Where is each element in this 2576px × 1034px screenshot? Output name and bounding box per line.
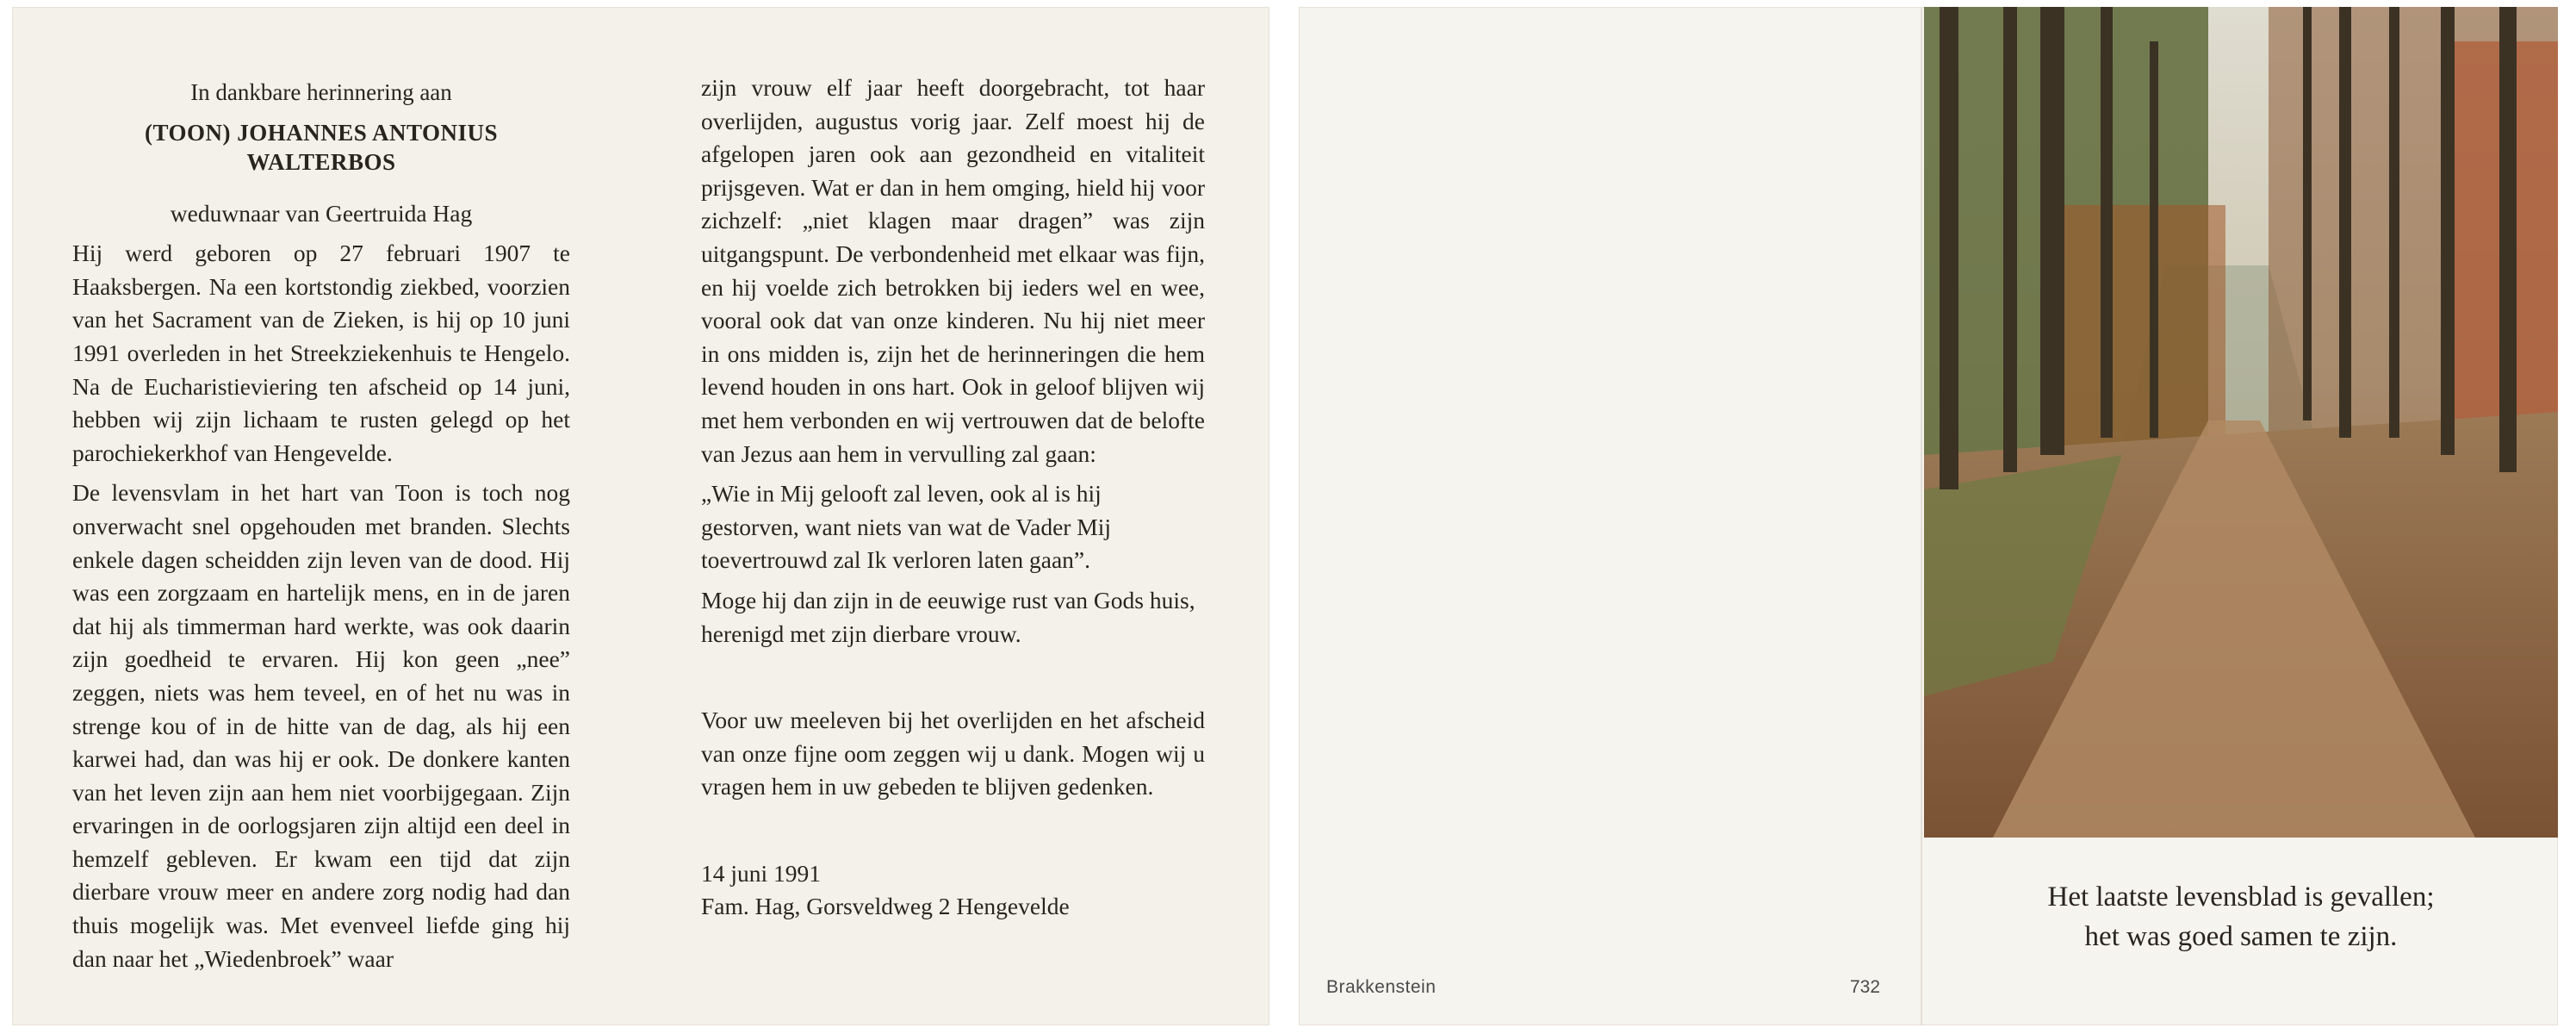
verse-line2: het was goed samen te zijn. [2084, 921, 2398, 952]
biography-paragraph: Hij werd geboren op 27 februari 1907 te Haaksbergen. Na een kortstondig ziekbed, voorzien van het Sacrament van de Zieken, is hij op 10 juni 1991 overleden in het Streekziekenhuis te Hengelo. Na de Eucharistieviering ten afscheid op 14 juni, hebben wij zijn lichaam te rusten gelegd op het parochiekerkhof van Hengevelde. [72, 240, 570, 466]
bible-quote: „Wie in Mij gelooft zal leven, ook al is hij gestorven, want niets van wat de Vader Mij toevertrouwd zal Ik verloren laten gaan”. [701, 480, 1112, 574]
verse [1924, 877, 2558, 956]
forest-illustration [1924, 7, 2558, 838]
left-foliage-rust [2053, 205, 2225, 464]
intro-line: In dankbare herinnering aan [190, 79, 452, 105]
card-fold [1921, 7, 1922, 1025]
text-column-right [701, 72, 1205, 924]
verse-line1: Het laatste levensblad is gevallen; [2047, 881, 2435, 913]
memorial-card-text [12, 7, 1269, 1025]
signature-date: 14 juni 1991 [701, 859, 822, 887]
autumn-forest-path-photo [1924, 7, 2558, 838]
deceased-name-line2: WALTERBOS [246, 148, 396, 175]
deceased-name-line1: (TOON) JOHANNES ANTONIUS [144, 119, 499, 146]
memorial-card-cover [1299, 7, 2558, 1025]
text-column-left [72, 76, 570, 982]
signature-family: Fam. Hag, Gorsveldweg 2 Hengevelde [701, 893, 1070, 920]
thanks-paragraph: Voor uw meeleven bij het overlijden en het afscheid van onze fijne oom zeggen wij u dank. Mogen wij u vragen hem in uw gebeden te blijven gedenken. [701, 707, 1205, 800]
publisher-mark: Brakkenstein [1326, 977, 1437, 997]
prayer: Moge hij dan zijn in de eeuwige rust van Gods huis, herenigd met zijn dierbare vrouw. [701, 586, 1195, 647]
card-number: 732 [1850, 977, 1881, 997]
eulogy-paragraph: De levensvlam in het hart van Toon is toch nog onverwacht snel opgehouden met branden. Slechts enkele dagen scheidden zijn leven van de dood. Hij was een zorgzaam en hartelijk mens, en in de jaren dat hij als timmerman hard werkte, was ook daarin zijn goedheid te ervaren. Hij kon geen „nee” zeggen, niets was hem teveel, en of het nu was in strenge kou of in de hitte van de dag, als hij een karwei had, dan was hij er ook. De donkere kanten van het leven zijn aan hem niet voorbijgegaan. Zijn ervaringen in de oorlogsjaren zijn altijd een deel in hemzelf gebleven. Er kwam een tijd dat zijn dierbare vrouw meer en andere zorg nodig had dan thuis mogelijk was. Met evenveel liefde ging hij dan naar het „Wiedenbroek” waar [72, 479, 570, 972]
eulogy-continuation: zijn vrouw elf jaar heeft doorgebracht, tot haar overlijden, augustus vorig jaar. Zelf moest hij de afgelopen jaren ook aan gezondheid en vitaliteit prijsgeven. Wat er dan in hem omging, hield hij voor zichzelf: „niet klagen maar dragen” was zijn uitgangspunt. De verbondenheid met elkaar was fijn, en hij voelde zich betrokken bij ieders wel en wee, vooral ook dat van onze kinderen. Nu hij niet meer in ons midden is, zijn het de herinneringen die hem levend houden in ons hart. Ook in geloof blijven wij met hem verbonden en wij vertrouwen dat de belofte van Jezus aan hem in vervulling zal gaan: [701, 74, 1205, 467]
widower-line: weduwnaar van Geertruida Hag [170, 199, 473, 227]
